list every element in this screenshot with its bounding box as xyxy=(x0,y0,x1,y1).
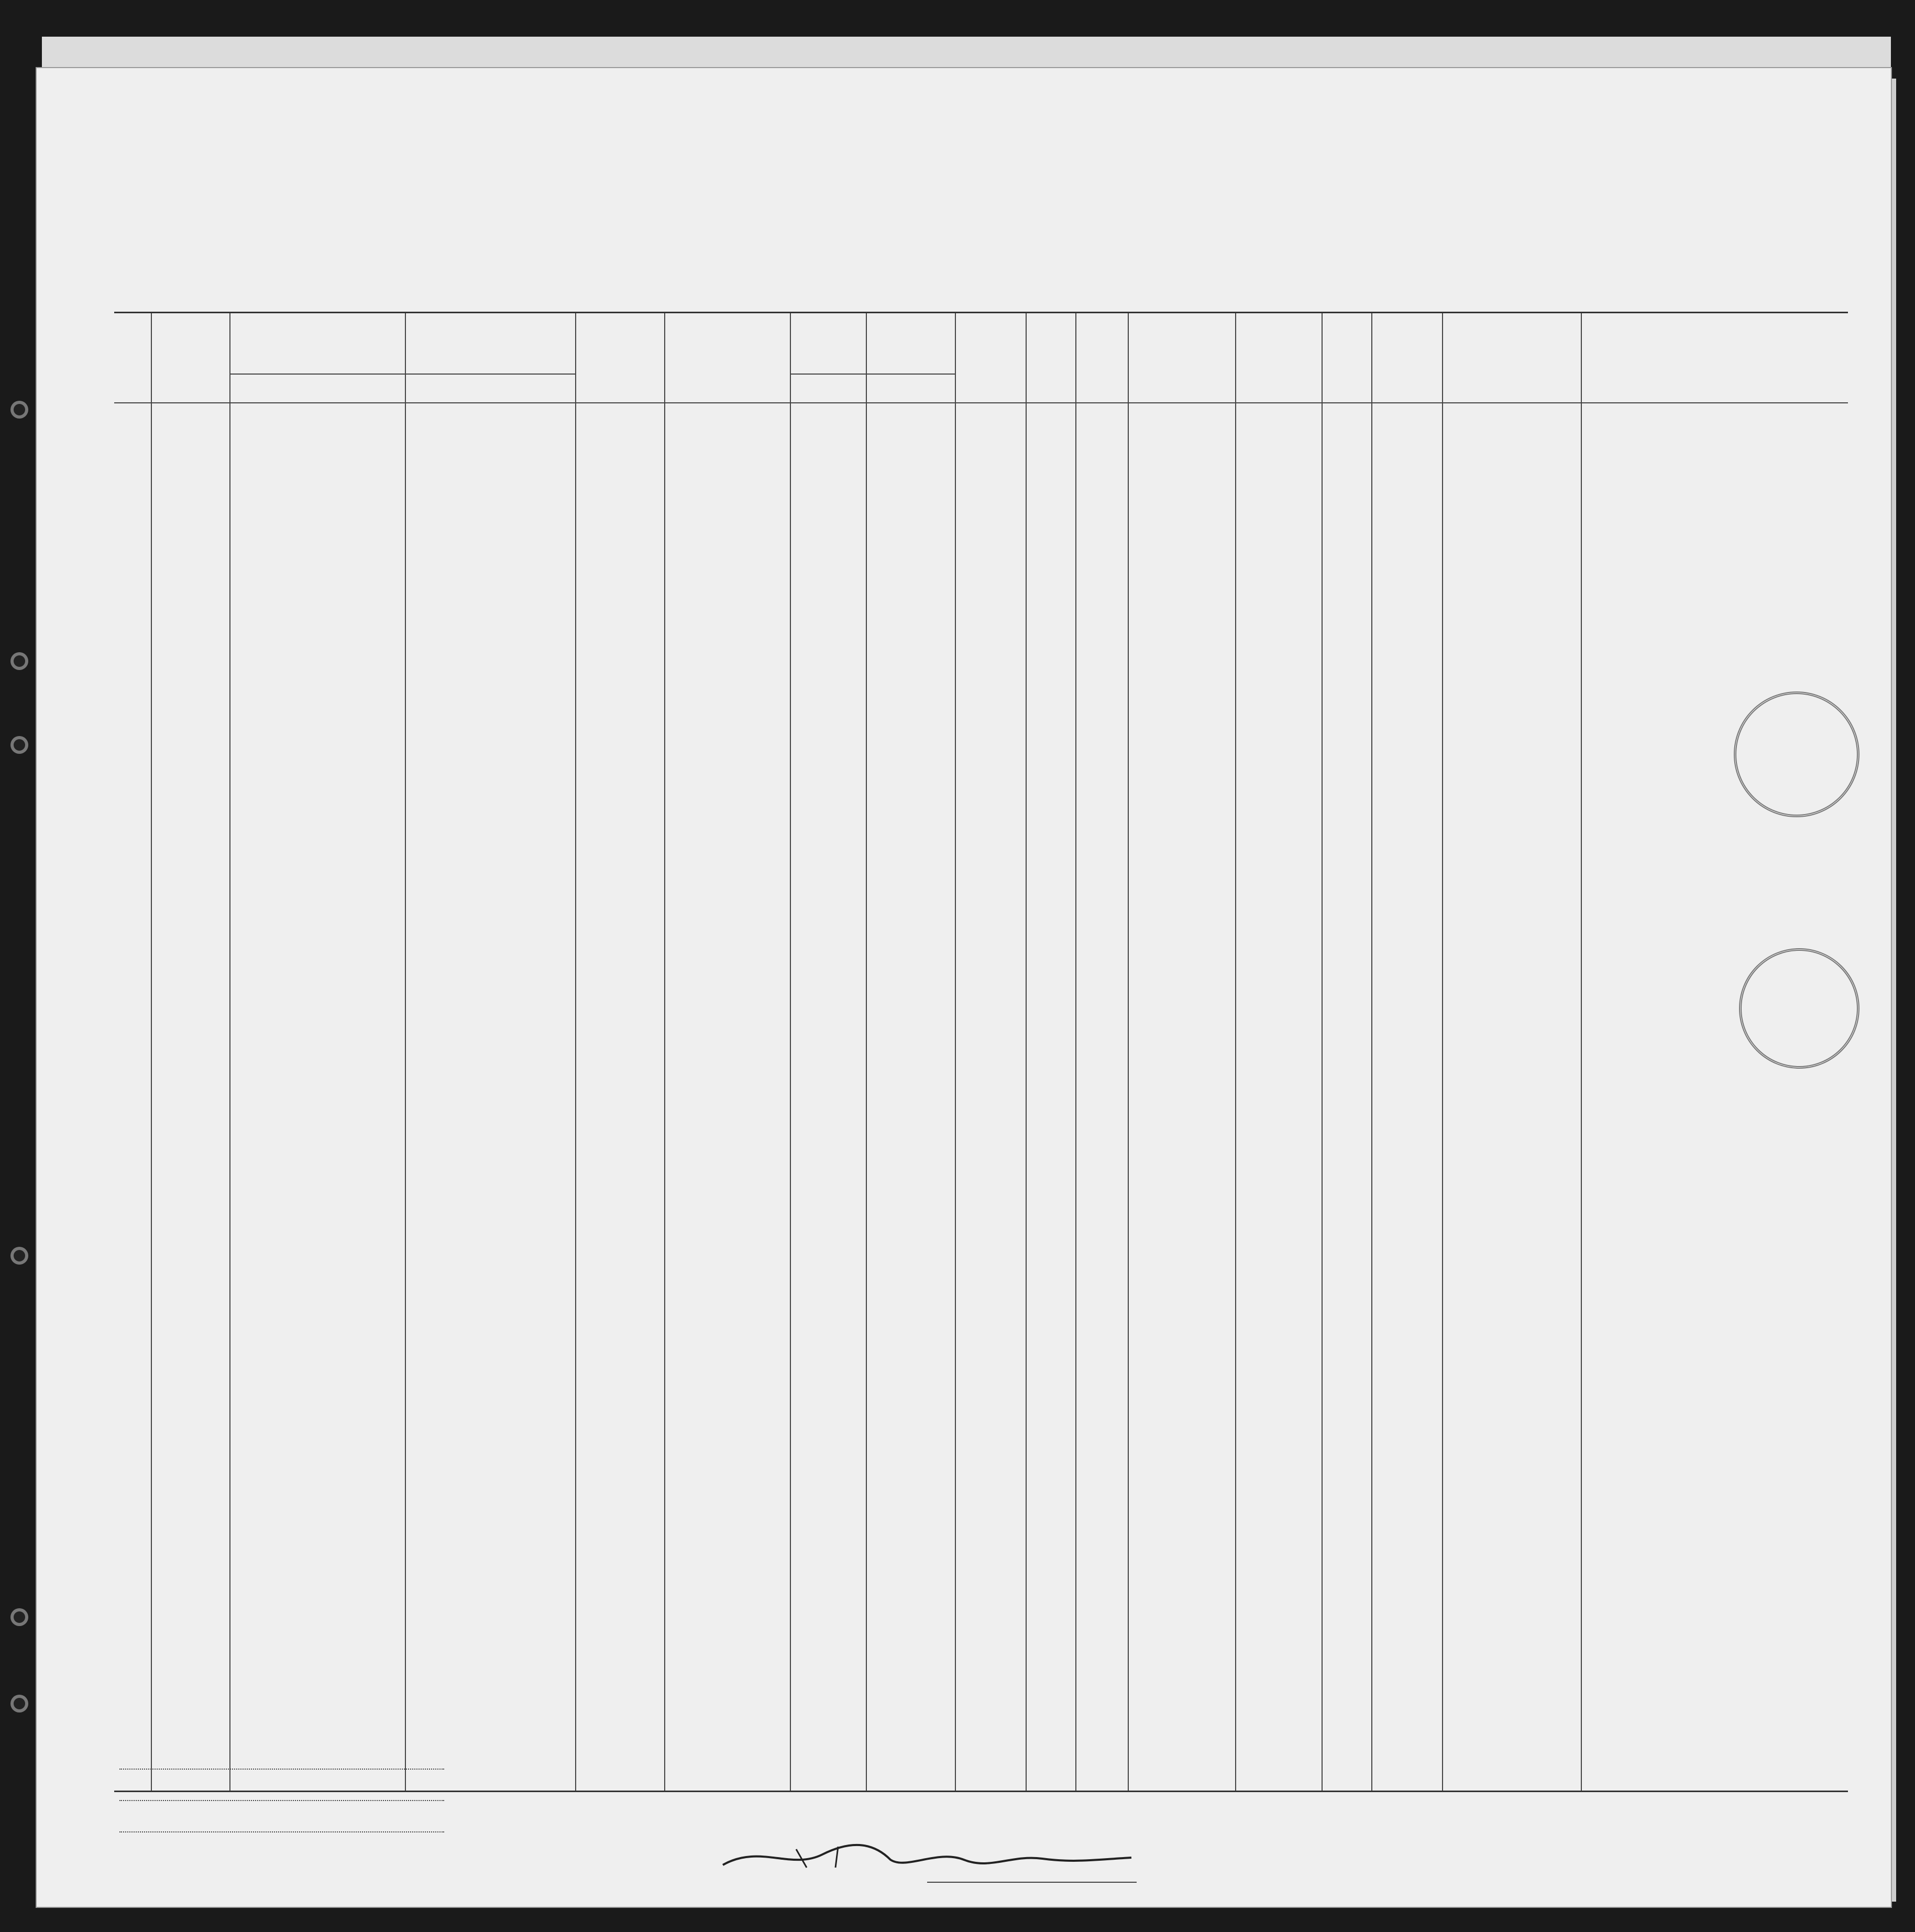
line-field[interactable] xyxy=(119,1769,444,1770)
punch-hole xyxy=(10,1247,28,1265)
column-rule xyxy=(664,313,665,1791)
punch-hole xyxy=(10,1608,28,1626)
agency-header xyxy=(115,109,178,123)
column-rule xyxy=(151,313,152,1791)
manifest-sheet xyxy=(37,68,1891,1907)
column-rule xyxy=(575,313,576,1791)
punch-hole xyxy=(10,401,28,419)
footer-line xyxy=(110,1758,444,1773)
column-header xyxy=(1324,319,1369,326)
column-header xyxy=(1583,319,1846,326)
consulate-seal-1 xyxy=(1734,691,1859,817)
column-rule xyxy=(229,313,230,1791)
agents-field[interactable] xyxy=(119,1831,444,1832)
column-header xyxy=(1077,319,1126,326)
column-header xyxy=(1237,319,1319,326)
consulate-seal-2 xyxy=(1739,948,1859,1069)
punch-hole xyxy=(10,1695,28,1713)
inspector-signature xyxy=(718,1839,1137,1875)
column-header xyxy=(1130,319,1233,326)
column-rule xyxy=(1235,313,1236,1791)
column-rule xyxy=(405,313,406,1791)
column-rule xyxy=(1128,313,1129,1791)
column-header xyxy=(1373,319,1440,326)
column-header xyxy=(957,319,1023,326)
header-divider xyxy=(114,402,1848,403)
column-rule xyxy=(790,313,791,1791)
crew-table xyxy=(114,312,1848,1792)
column-header xyxy=(116,319,149,326)
column-header xyxy=(1444,319,1579,326)
column-rule xyxy=(1371,313,1372,1791)
owners-field[interactable] xyxy=(119,1800,444,1801)
footer-agents xyxy=(110,1820,444,1836)
column-rule xyxy=(1442,313,1443,1791)
column-rule xyxy=(1322,313,1323,1791)
column-header xyxy=(792,319,953,326)
inspector-label xyxy=(927,1882,1137,1883)
voyage-line xyxy=(223,263,244,286)
column-rule xyxy=(1075,313,1076,1791)
column-header xyxy=(153,319,227,326)
column-rule xyxy=(955,313,956,1791)
subheader-rule xyxy=(229,374,575,375)
column-header xyxy=(577,319,662,326)
punch-hole xyxy=(10,652,28,670)
column-header xyxy=(1028,319,1073,326)
subheader-rule xyxy=(790,374,955,375)
footer-owners xyxy=(110,1789,444,1805)
punch-hole xyxy=(10,736,28,754)
column-header xyxy=(232,319,573,326)
sheet-number-block xyxy=(1805,110,1812,183)
column-header xyxy=(666,319,788,326)
column-rule xyxy=(1026,313,1027,1791)
column-rule xyxy=(1581,313,1582,1791)
column-rule xyxy=(866,313,867,1791)
